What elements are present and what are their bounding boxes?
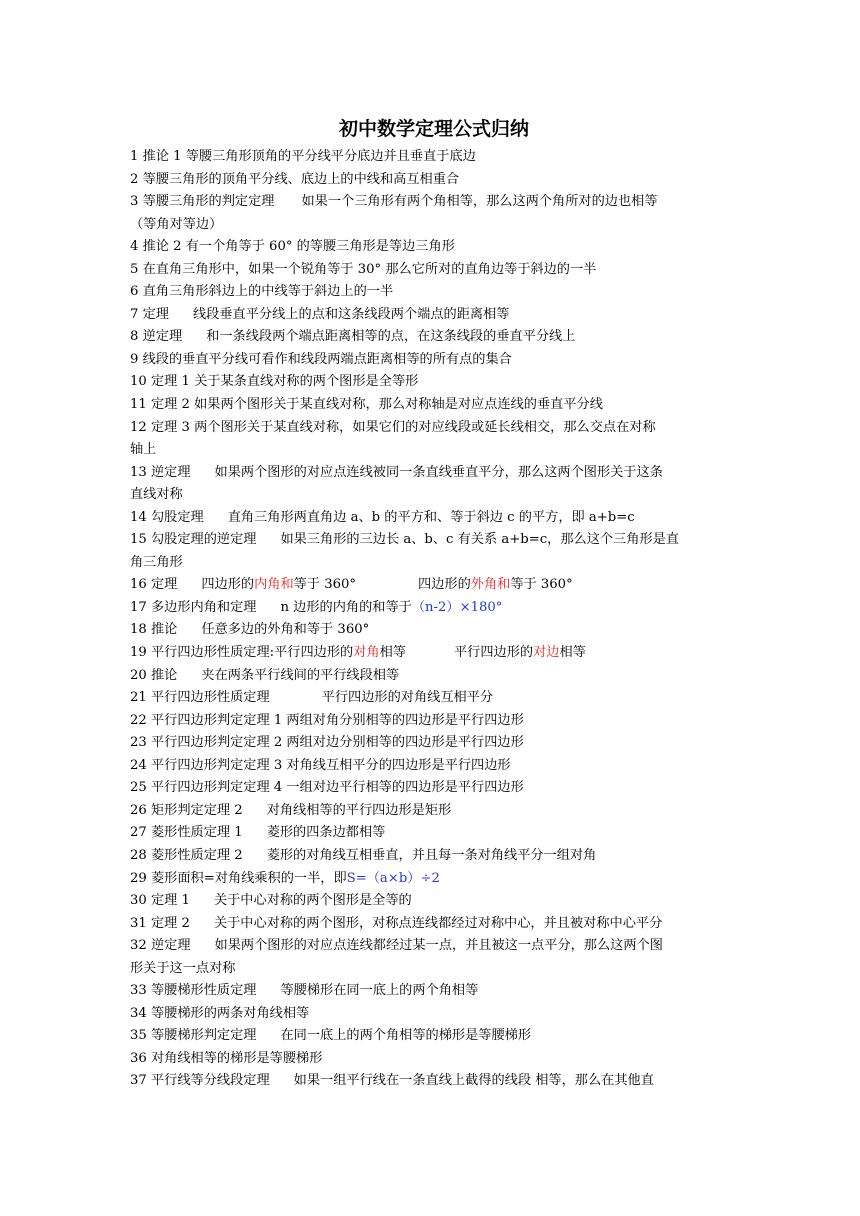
item-text: 34 等腰梯形的两条对角线相等 xyxy=(130,1005,310,1021)
document-title: 初中数学定理公式归纳 xyxy=(338,118,529,140)
item-text: 23 平行四边形判定定理 2 两组对边分别相等的四边形是平行四边形 xyxy=(130,735,524,751)
highlight-blue: S=（a×b）÷2 xyxy=(346,870,440,886)
item-text: 任意多边的外角和等于 360° xyxy=(201,622,370,638)
item-label: 8 逆定理 xyxy=(130,329,183,345)
item-text: 22 平行四边形判定定理 1 两组对角分别相等的四边形是平行四边形 xyxy=(130,712,524,728)
theorem-item-23 xyxy=(130,732,734,755)
item-text: 直角三角形两直角边 a、b 的平方和、等于斜边 c 的平方，即 a+b=c xyxy=(227,509,635,525)
theorem-item-32 xyxy=(130,935,734,958)
item-text: 11 定理 2 如果两个图形关于某直线对称，那么对称轴是对应点连线的垂直平分线 xyxy=(130,397,603,413)
theorem-item-31 xyxy=(130,913,734,936)
item-label: 35 等腰梯形判定定理 xyxy=(130,1028,257,1044)
item-text: 等腰梯形在同一底上的两个角相等 xyxy=(280,983,479,999)
theorem-item-18 xyxy=(130,619,734,642)
theorem-item-1 xyxy=(130,146,734,169)
item-text: 19 平行四边形性质定理:平行四边形的 xyxy=(130,645,354,661)
item-text: 1 推论 1 等腰三角形顶角的平分线平分底边并且垂直于底边 xyxy=(130,149,476,164)
theorem-item-12 xyxy=(130,417,734,440)
item-label: 13 逆定理 xyxy=(130,464,191,480)
item-text: 36 对角线相等的梯形是等腰梯形 xyxy=(130,1050,323,1066)
item-label: 30 定理 1 xyxy=(130,893,190,909)
theorem-item-2 xyxy=(130,169,734,192)
item-text: 25 平行四边形判定定理 4 一组对边平行相等的四边形是平行四边形 xyxy=(130,780,524,796)
item-text: 等于 360° xyxy=(510,577,573,593)
theorem-item-19 xyxy=(130,642,734,665)
theorem-item-27 xyxy=(130,822,734,845)
theorem-item-13-cont xyxy=(130,484,734,507)
document-page xyxy=(130,112,734,1093)
theorem-item-34 xyxy=(130,1003,734,1026)
item-text: 9 线段的垂直平分线可看作和线段两端点距离相等的所有点的集合 xyxy=(130,351,512,367)
item-text: 29 菱形面积=对角线乘积的一半，即 xyxy=(130,870,347,886)
item-label: 18 推论 xyxy=(130,622,178,638)
theorem-item-35 xyxy=(130,1025,734,1048)
item-text-cont: 形关于这一点对称 xyxy=(130,960,236,976)
item-text-cont: 直线对称 xyxy=(130,487,183,503)
item-text: 菱形的对角线互相垂直，并且每一条对角线平分一组对角 xyxy=(266,847,597,863)
item-text: 2 等腰三角形的顶角平分线、底边上的中线和高互相重合 xyxy=(130,171,460,187)
theorem-item-28 xyxy=(130,845,734,868)
theorem-item-29 xyxy=(130,868,734,891)
theorem-item-21 xyxy=(130,687,734,710)
item-label: 7 定理 xyxy=(130,306,169,322)
item-text: 10 定理 1 关于某条直线对称的两个图形是全等形 xyxy=(130,374,419,390)
item-label: 20 推论 xyxy=(130,667,178,683)
item-text: 线段垂直平分线上的点和这条线段两个端点的距离相等 xyxy=(192,306,510,322)
theorem-item-3-cont xyxy=(130,214,734,237)
theorem-item-16 xyxy=(130,574,734,597)
item-text: 5 在直角三角形中，如果一个锐角等于 30° 那么它所对的直角边等于斜边的一半 xyxy=(130,261,597,277)
item-label: 17 多边形内角和定理 xyxy=(130,599,257,615)
highlight-red: 内角和 xyxy=(254,577,294,593)
item-text: 关于中心对称的两个图形，对称点连线都经过对称中心，并且被对称中心平分 xyxy=(213,915,663,931)
theorem-item-36 xyxy=(130,1048,734,1071)
theorem-item-12-cont xyxy=(130,439,734,462)
highlight-red: 对角 xyxy=(353,645,380,661)
theorem-item-15 xyxy=(130,529,734,552)
item-text: 四边形的 xyxy=(418,577,471,593)
item-label: 28 菱形性质定理 2 xyxy=(130,847,243,863)
item-text: 夹在两条平行线间的平行线段相等 xyxy=(201,667,400,683)
item-label: 21 平行四边形性质定理 xyxy=(130,690,270,706)
item-text: 如果两个图形的对应点连线都经过某一点，并且被这一点平分，那么这两个图 xyxy=(214,938,663,954)
item-text: 如果一组平行线在一条直线上截得的线段 相等，那么在其他直 xyxy=(293,1073,654,1089)
theorem-item-9 xyxy=(130,349,734,372)
item-text: 在同一底上的两个角相等的梯形是等腰梯形 xyxy=(280,1028,532,1044)
item-text: 6 直角三角形斜边上的中线等于斜边上的一半 xyxy=(130,284,394,300)
item-text: 四边形的 xyxy=(201,577,255,593)
item-text: 如果两个图形的对应点连线被同一条直线垂直平分，那么这两个图形关于这条 xyxy=(214,464,663,480)
item-text: 24 平行四边形判定定理 3 对角线互相平分的四边形是平行四边形 xyxy=(130,757,511,773)
item-label: 3 等腰三角形的判定定理 xyxy=(130,194,275,210)
item-text: 4 推论 2 有一个角等于 60° 的等腰三角形是等边三角形 xyxy=(130,239,455,255)
item-text: 对角线相等的平行四边形是矩形 xyxy=(266,802,452,818)
theorem-item-3 xyxy=(130,191,734,214)
item-label: 16 定理 xyxy=(130,577,178,593)
highlight-red: 外角和 xyxy=(470,577,511,593)
item-label: 32 逆定理 xyxy=(130,938,191,954)
item-text: 平行四边形的 xyxy=(453,645,534,661)
theorem-item-13 xyxy=(130,462,734,485)
item-text: 相等 xyxy=(379,645,406,661)
theorem-item-20 xyxy=(130,665,734,688)
highlight-blue: （n-2）×180° xyxy=(411,599,503,615)
theorem-item-14 xyxy=(130,507,734,530)
theorem-item-26 xyxy=(130,800,734,823)
item-text: 和一条线段两个端点距离相等的点，在这条线段的垂直平分线上 xyxy=(206,329,576,345)
item-label: 33 等腰梯形性质定理 xyxy=(130,983,257,999)
item-text: 平行四边形的对角线互相平分 xyxy=(321,690,494,706)
theorem-item-4 xyxy=(130,236,734,259)
item-text: 12 定理 3 两个图形关于某直线对称，如果它们的对应线段或延长线相交，那么交点在对称 xyxy=(130,419,656,435)
item-text-cont: 角三角形 xyxy=(130,554,183,570)
item-label: 37 平行线等分线段定理 xyxy=(130,1073,270,1089)
theorem-item-17 xyxy=(130,597,734,620)
item-label: 14 勾股定理 xyxy=(130,509,204,525)
item-label: 31 定理 2 xyxy=(130,915,190,931)
theorem-item-6 xyxy=(130,281,734,304)
item-text: 等于 360° xyxy=(293,577,357,593)
item-text: 如果一个三角形有两个角相等，那么这两个角所对的边也相等 xyxy=(301,194,658,210)
theorem-item-10 xyxy=(130,371,734,394)
theorem-item-22 xyxy=(130,710,734,733)
theorem-item-30 xyxy=(130,890,734,913)
item-label: 27 菱形性质定理 1 xyxy=(130,825,243,841)
theorem-item-5 xyxy=(130,259,734,282)
item-text-cont: （等角对等边） xyxy=(130,216,223,232)
item-label: 15 勾股定理的逆定理 xyxy=(130,532,257,548)
theorem-list xyxy=(130,146,734,1093)
theorem-item-32-cont xyxy=(130,958,734,981)
theorem-item-25 xyxy=(130,777,734,800)
item-text: 如果三角形的三边长 a、b、c 有关系 a+b=c，那么这个三角形是直 xyxy=(280,532,680,548)
item-text: 菱形的四条边都相等 xyxy=(266,825,386,841)
theorem-item-8 xyxy=(130,326,734,349)
item-text: 相等 xyxy=(559,645,586,661)
highlight-red: 对边 xyxy=(533,645,560,661)
theorem-item-37 xyxy=(130,1070,734,1093)
theorem-item-24 xyxy=(130,755,734,778)
theorem-item-11 xyxy=(130,394,734,417)
theorem-item-15-cont xyxy=(130,552,734,575)
theorem-item-7 xyxy=(130,304,734,327)
item-text-cont: 轴上 xyxy=(130,442,157,458)
item-text: n 边形的内角的和等于 xyxy=(280,599,412,615)
item-text: 关于中心对称的两个图形是全等的 xyxy=(213,893,412,909)
item-label: 26 矩形判定定理 2 xyxy=(130,802,243,818)
theorem-item-33 xyxy=(130,980,734,1003)
